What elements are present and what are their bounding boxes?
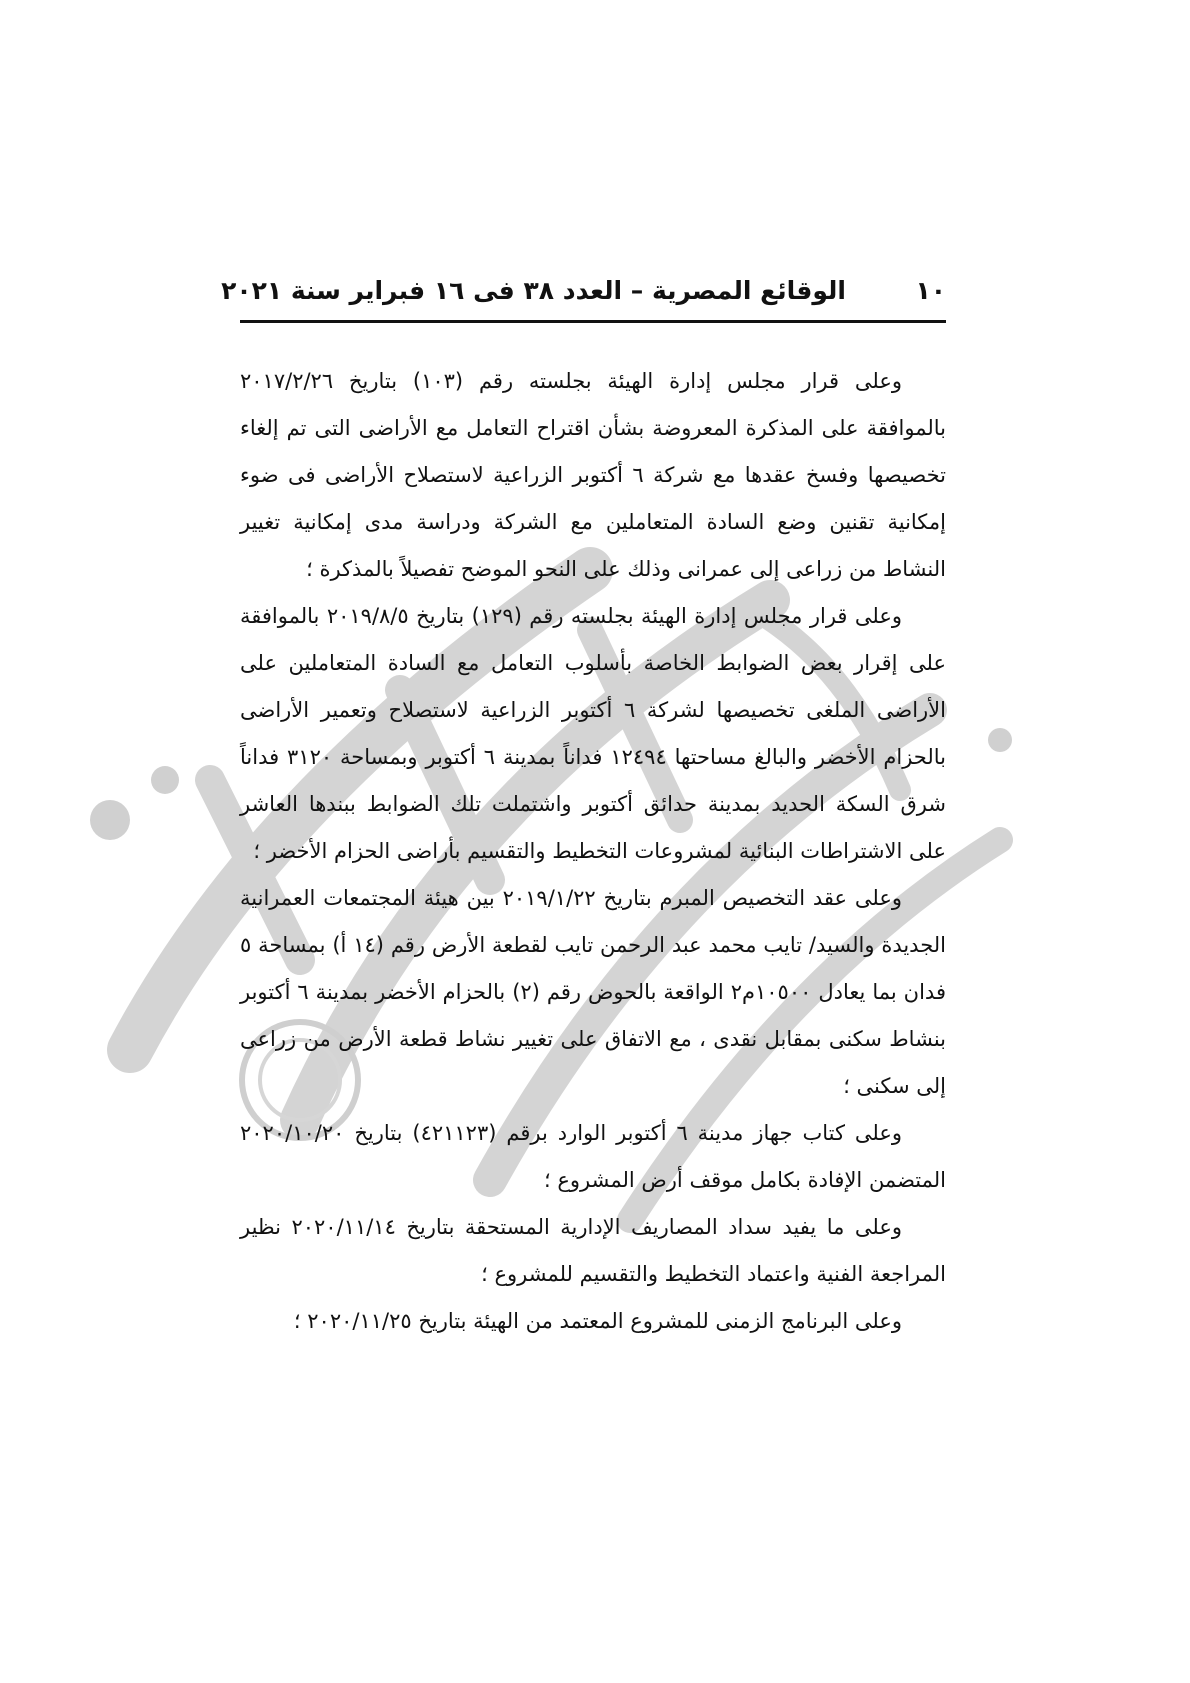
document-body — [240, 358, 946, 1345]
paragraph-time-schedule: وعلى البرنامج الزمنى للمشروع المعتمد من الهيئة بتاريخ ٢٠٢٠/١١/٢٥ ؛ — [293, 1309, 902, 1333]
page-header — [221, 270, 946, 320]
paragraph-decision-129: وعلى قرار مجلس إدارة الهيئة بجلسته رقم (١٢٩) بتاريخ ٢٠١٩/٨/٥ بالموافقة على إقرار بعض الضوابط الخاصة بأسلوب التعامل مع السادة المتعاملين على الأراضى الملغى تخصيصها لشركة ٦ أكتوبر الزراعية لاستصلاح وتعمير الأراضى بالحزام الأخضر والبالغ مساحتها ١٢٤٩٤ فداناً بمدينة ٦ أكتوبر وبمساحة ٣١٢٠ فداناً شرق السكة الحديد بمدينة حدائق أكتوبر واشتملت تلك الضوابط ببندها العاشر على الاشتراطات البنائية لمشروعات التخطيط والتقسيم بأراضى الحزام الأخضر ؛ — [240, 604, 946, 863]
paragraph-admin-fees: وعلى ما يفيد سداد المصاريف الإدارية المستحقة بتاريخ ٢٠٢٠/١١/١٤ نظير المراجعة الفنية واعتماد التخطيط والتقسيم للمشروع ؛ — [240, 1215, 946, 1286]
paragraph-decision-103: وعلى قرار مجلس إدارة الهيئة بجلسته رقم (١٠٣) بتاريخ ٢٠١٧/٢/٢٦ بالموافقة على المذكرة المعروضة بشأن اقتراح التعامل مع الأراضى التى تم إلغاء تخصيصها وفسخ عقدها مع شركة ٦ أكتوبر الزراعية لاستصلاح الأراضى فى ضوء إمكانية تقنين وضع السادة المتعاملين مع الشركة ودراسة مدى إمكانية تغيير النشاط من زراعى إلى عمرانى وذلك على النحو الموضح تفصيلاً بالمذكرة ؛ — [240, 369, 946, 581]
paragraph-city-letter: وعلى كتاب جهاز مدينة ٦ أكتوبر الوارد برقم (٤٢١١٢٣) بتاريخ ٢٠٢٠/١٠/٢٠ المتضمن الإفادة بكامل موقف أرض المشروع ؛ — [240, 1121, 946, 1192]
header-divider — [240, 320, 946, 323]
page-number: ١٠ — [915, 276, 946, 305]
issue-title: الوقائع المصرية – العدد ٣٨ فى ١٦ فبراير سنة ٢٠٢١ — [221, 276, 846, 305]
paragraph-allocation-contract: وعلى عقد التخصيص المبرم بتاريخ ٢٠١٩/١/٢٢ بين هيئة المجتمعات العمرانية الجديدة والسيد/ تايب محمد عبد الرحمن تايب لقطعة الأرض رقم (١٤ أ) بمساحة ٥ فدان بما يعادل ١٠٥٠٠م٢ الواقعة بالحوض رقم (٢) بالحزام الأخضر بمدينة ٦ أكتوبر بنشاط سكنى بمقابل نقدى ، مع الاتفاق على تغيير نشاط قطعة الأرض من زراعى إلى سكنى ؛ — [240, 886, 946, 1098]
